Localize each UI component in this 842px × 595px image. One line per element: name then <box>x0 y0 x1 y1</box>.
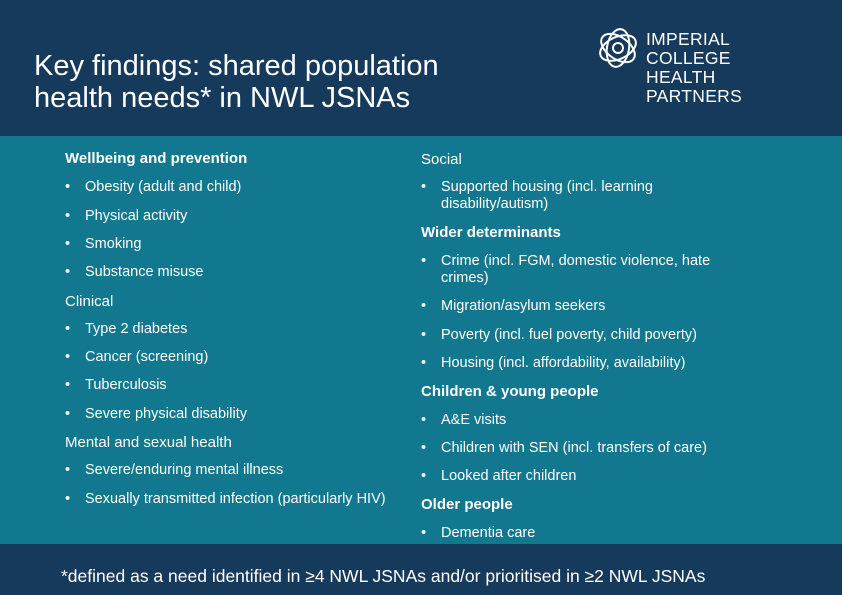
imperial-logo <box>596 24 816 106</box>
heading-mental-sexual: Mental and sexual health <box>65 434 232 451</box>
footer-band <box>0 544 842 595</box>
logo-text <box>646 30 816 106</box>
title-line-1: Key findings: shared population <box>34 50 439 82</box>
heading-wider-determinants: Wider determinants <box>421 224 561 241</box>
title-line-2: health needs* in NWL JSNAs <box>34 82 411 114</box>
logo-line-1: IMPERIAL COLLEGE <box>646 29 731 68</box>
header-band <box>0 0 842 136</box>
page-title <box>34 50 439 114</box>
heading-children-young-people: Children & young people <box>421 383 599 400</box>
slide: Key findings: shared population health needs* in NWL JSNAs IMPERIAL COLLEGE HEALTH PARTNERS Wellbeing and prevention • Obesity (adult and child) • Physical activity • Smoking • Substance misuse Clinical • Type 2 diabetes • Cancer (screening) • Tuberculosis • Severe physical disability Mental and sexual health • Severe/enduring mental illness • Sexually transmitted infection (particularly HIV) Social • Supported housing (incl. learning disability/autism) Wider determinants • Crime (incl. FGM, domestic violence, hate crimes) • Migration/asylum seekers • Poverty (incl. fuel poverty, child poverty) • Housing (incl. affordability, availability) Children & young people • A&E visits • Children with SEN (incl. transfers of care) • Looked after children Older people • Dementia care *defined as a need identified in ≥4 NWL JSNAs and/or prioritised in ≥2 NWL JSNAs <box>0 0 842 595</box>
heading-clinical: Clinical <box>65 293 114 310</box>
heading-older-people: Older people <box>421 496 513 513</box>
logo-rings-icon <box>596 26 640 70</box>
footnote: *defined as a need identified in ≥4 NWL JSNAs and/or prioritised in ≥2 NWL JSNAs <box>61 566 706 586</box>
heading-wellbeing: Wellbeing and prevention <box>65 150 248 167</box>
heading-social: Social <box>421 151 462 168</box>
logo-line-2: HEALTH PARTNERS <box>646 67 743 106</box>
